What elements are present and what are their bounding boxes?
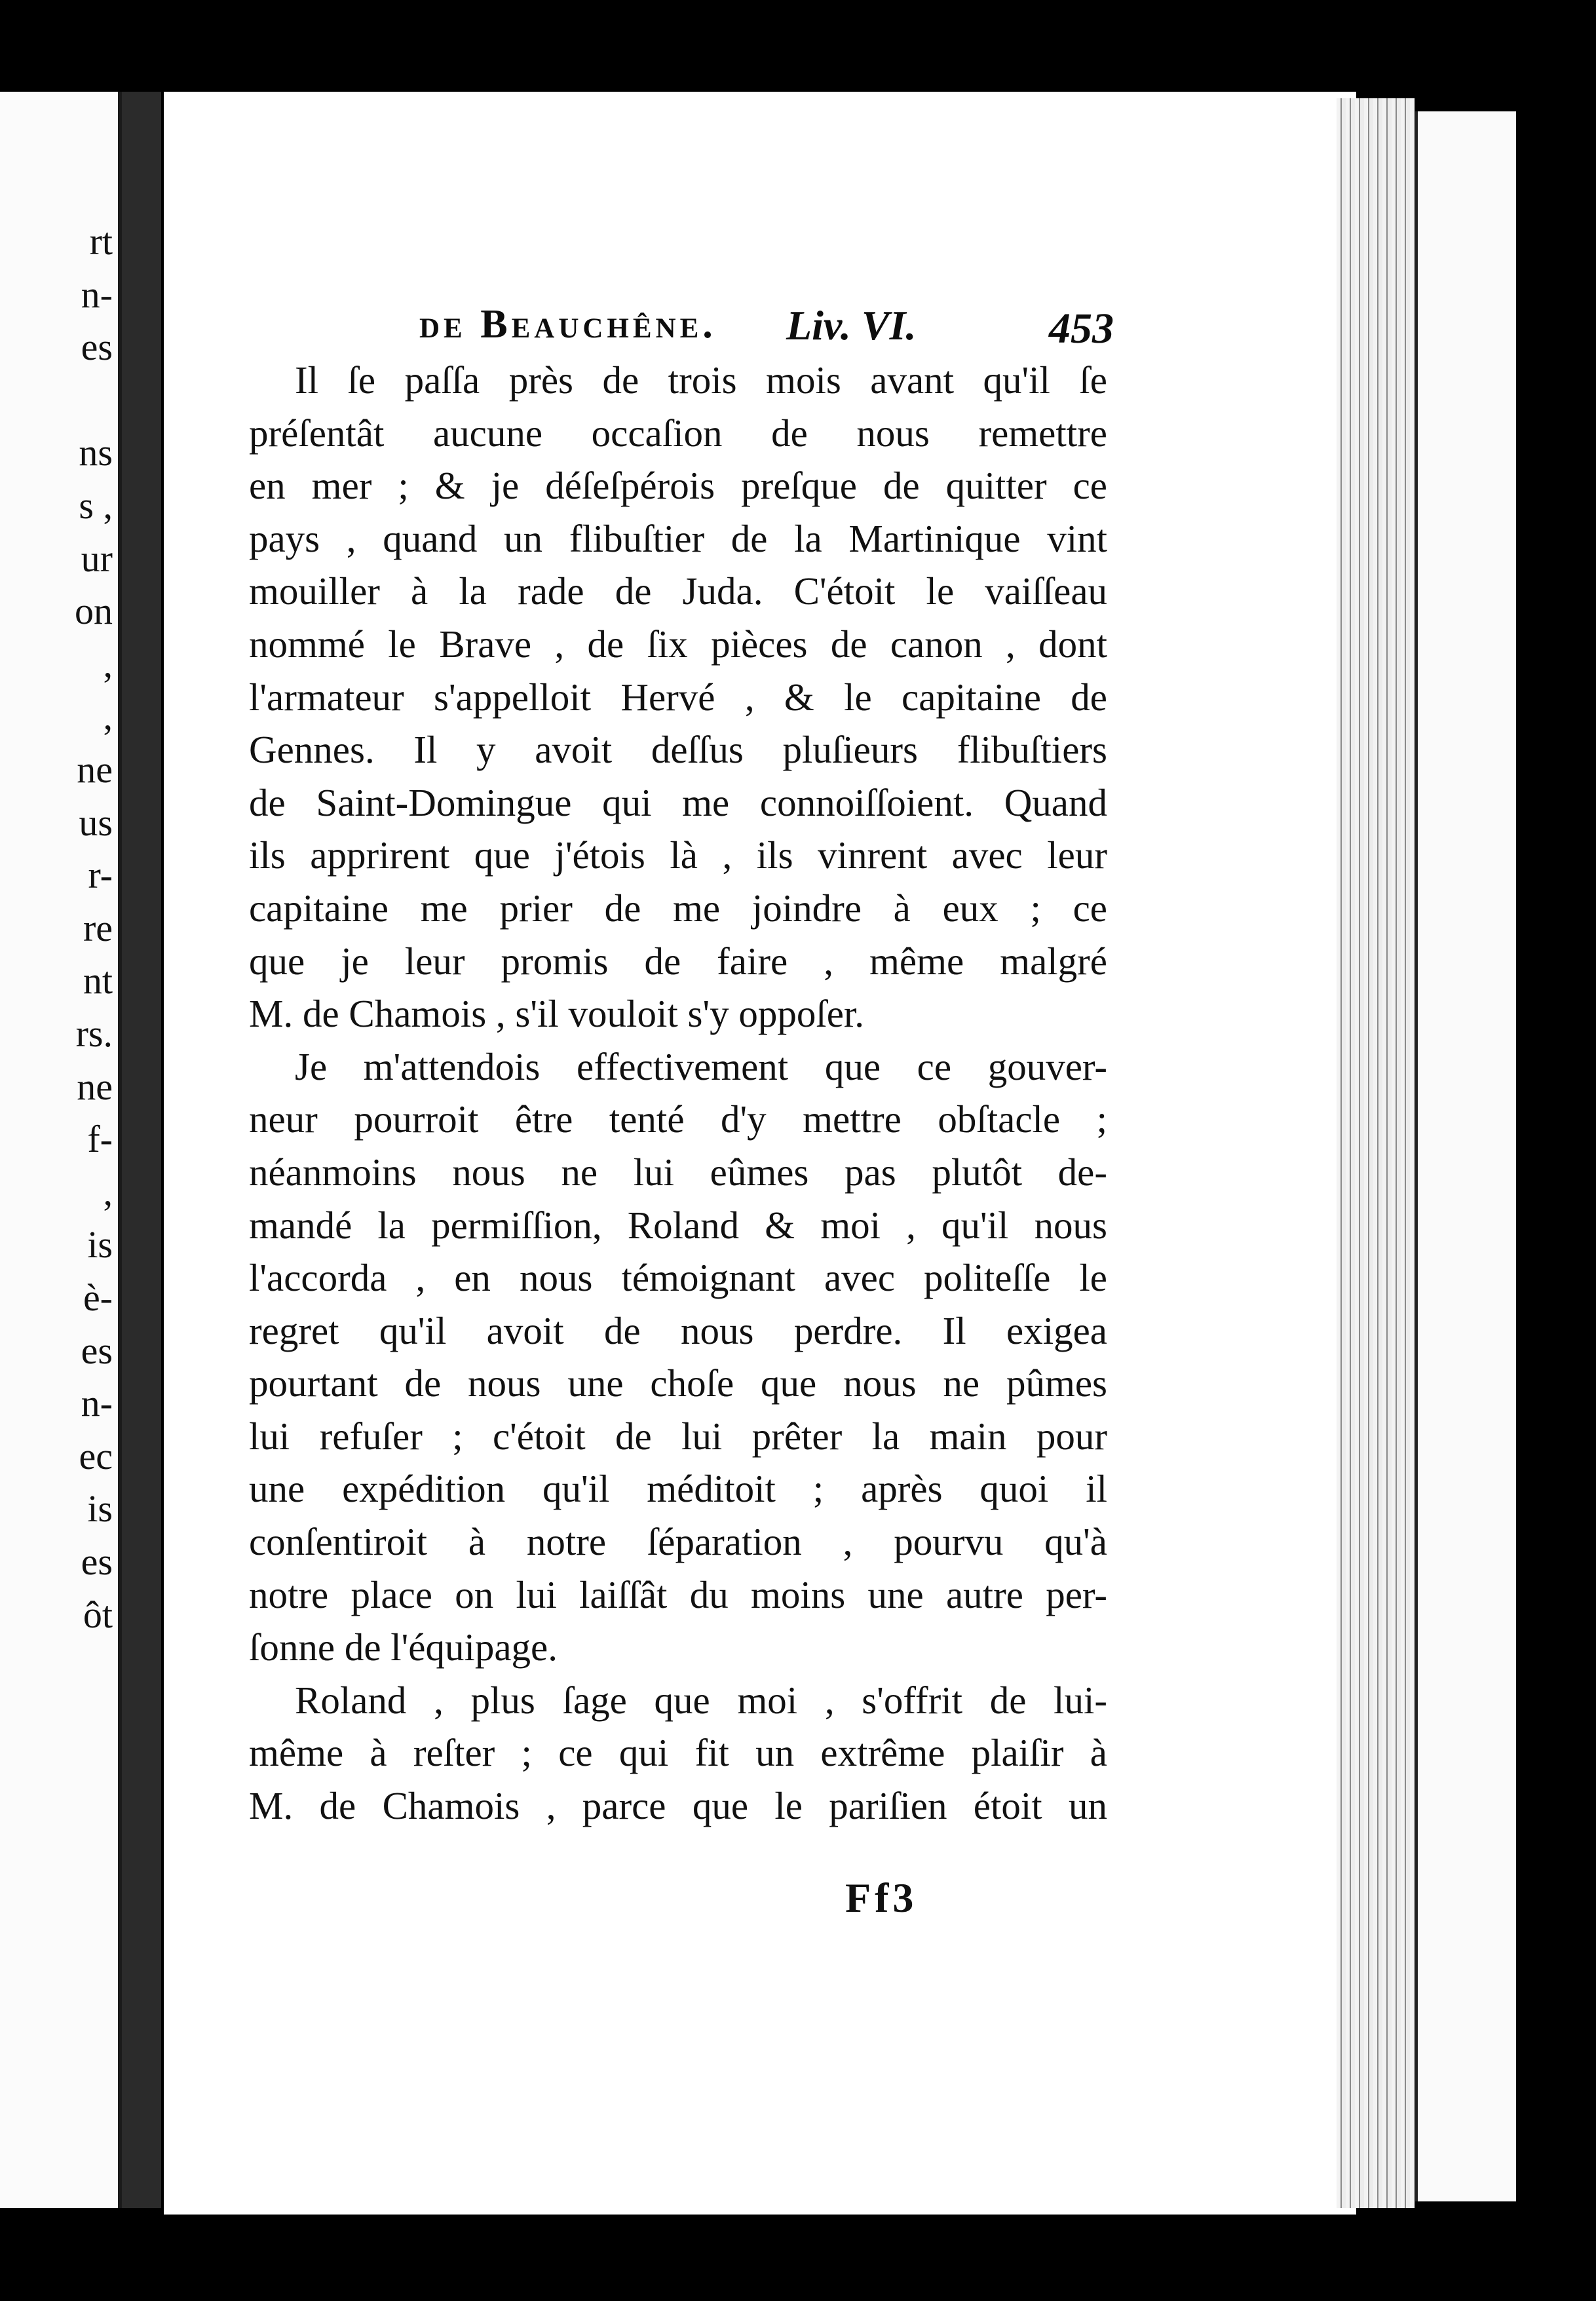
running-head: de Beauchêne. bbox=[419, 302, 717, 347]
signature-mark: Ff3 bbox=[845, 1874, 918, 1921]
left-page-edge bbox=[0, 92, 122, 2208]
text-line: pays , quand un flibuſtier de la Martinique vint bbox=[249, 516, 1107, 560]
left-fragment: è- bbox=[83, 1276, 113, 1319]
page-number: 453 bbox=[1049, 305, 1114, 352]
text-line: conſentiroit à notre ſéparation , pourvu qu'à bbox=[249, 1520, 1107, 1564]
left-fragment: rs. bbox=[75, 1012, 113, 1055]
left-fragment: ne bbox=[77, 1065, 113, 1108]
text-line: regret qu'il avoit de nous perdre. Il exigea bbox=[249, 1308, 1107, 1352]
left-fragment: rt bbox=[89, 220, 113, 263]
text-line: de Saint-Domingue qui me connoiſſoient. Quand bbox=[249, 780, 1107, 824]
text-line: préſentât aucune occaſion de nous remettre bbox=[249, 411, 1107, 455]
text-line: l'armateur s'appelloit Hervé , & le capitaine de bbox=[249, 675, 1107, 719]
text-line: mandé la permiſſion, Roland & moi , qu'il nous bbox=[249, 1203, 1107, 1247]
text-line: l'accorda , en nous témoignant avec politeſſe le bbox=[249, 1256, 1107, 1300]
left-fragment: es bbox=[81, 1329, 113, 1372]
left-fragment: r- bbox=[88, 854, 113, 897]
page-stack-edges bbox=[1337, 98, 1415, 2208]
text-line: Je m'attendois effectivement que ce gouver- bbox=[295, 1044, 1107, 1088]
left-fragment: is bbox=[87, 1487, 113, 1531]
text-line: en mer ; & je déſeſpérois preſque de quitter ce bbox=[249, 464, 1107, 508]
text-line: lui refuſer ; c'étoit de lui prêter la main pour bbox=[249, 1414, 1107, 1458]
left-fragment: s , bbox=[79, 484, 113, 527]
text-line: M. de Chamois , s'il vouloit s'y oppoſer. bbox=[249, 992, 865, 1036]
left-fragment: ns bbox=[79, 431, 113, 474]
book-gutter bbox=[122, 92, 161, 2208]
text-line: mouiller à la rade de Juda. C'étoit le vaiſſeau bbox=[249, 569, 1107, 613]
text-line: même à reſter ; ce qui fit un extrême plaiſir à bbox=[249, 1731, 1107, 1775]
left-fragment: es bbox=[81, 326, 113, 369]
body-text bbox=[249, 354, 1107, 1833]
left-fragment: ec bbox=[79, 1434, 113, 1477]
paragraph bbox=[249, 354, 1107, 1040]
text-line: ils apprirent que j'étois là , ils vinrent avec leur bbox=[249, 833, 1107, 877]
text-line: une expédition qu'il méditoit ; après quoi il bbox=[249, 1467, 1107, 1511]
text-line: capitaine me prier de me joindre à eux ; ce bbox=[249, 886, 1107, 930]
paragraph bbox=[249, 1674, 1107, 1833]
left-fragment: , bbox=[103, 1170, 113, 1213]
text-line: Gennes. Il y avoit deſſus pluſieurs flibuſtiers bbox=[249, 728, 1107, 772]
text-line: nommé le Brave , de ſix pièces de canon , dont bbox=[249, 622, 1107, 666]
right-leaf bbox=[1415, 111, 1516, 2201]
book-section: Liv. VI. bbox=[786, 302, 917, 349]
text-line: néanmoins nous ne lui eûmes pas plutôt de- bbox=[249, 1150, 1107, 1194]
text-line: neur pourroit être tenté d'y mettre obſtacle ; bbox=[249, 1097, 1107, 1141]
text-line: ſonne de l'équipage. bbox=[249, 1626, 558, 1669]
left-page-fragments bbox=[0, 92, 118, 2208]
left-fragment: on bbox=[75, 590, 113, 633]
left-fragment: n- bbox=[81, 1382, 113, 1425]
text-line: notre place on lui laiſſât du moins une autre per- bbox=[249, 1572, 1107, 1616]
text-line: M. de Chamois , parce que le pariſien étoit un bbox=[249, 1784, 1107, 1828]
left-fragment: re bbox=[83, 906, 113, 949]
left-fragment: us bbox=[79, 801, 113, 844]
left-fragment: nt bbox=[83, 959, 113, 1002]
left-fragment: , bbox=[103, 695, 113, 738]
left-fragment: ur bbox=[81, 537, 113, 580]
left-fragment: is bbox=[87, 1223, 113, 1266]
text-line: Il ſe paſſa près de trois mois avant qu'il ſe bbox=[295, 358, 1107, 402]
left-fragment: f- bbox=[87, 1118, 113, 1161]
text-line: pourtant de nous une choſe que nous ne pûmes bbox=[249, 1361, 1107, 1405]
left-fragment: , bbox=[103, 642, 113, 685]
left-fragment: es bbox=[81, 1540, 113, 1583]
left-fragment: ôt bbox=[83, 1593, 113, 1636]
text-line: que je leur promis de faire , même malgré bbox=[249, 939, 1107, 983]
left-fragment: n- bbox=[81, 273, 113, 316]
text-line: Roland , plus ſage que moi , s'offrit de lui- bbox=[295, 1678, 1107, 1722]
paragraph bbox=[249, 1040, 1107, 1674]
left-fragment: ne bbox=[77, 748, 113, 791]
